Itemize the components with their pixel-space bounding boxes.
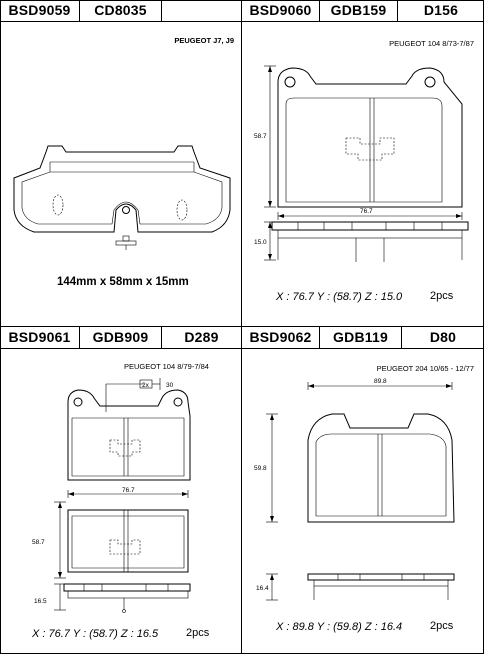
panel-1-vehicle: PEUGEOT J7, J9	[174, 36, 234, 45]
panel-2-code-3: D156	[423, 2, 459, 18]
panel-3-code-2: GDB909	[80, 327, 162, 348]
panel-3-header	[0, 327, 241, 349]
panel-4-pad-drawing	[252, 378, 474, 608]
panel-4-width-label: 89.8	[374, 378, 387, 385]
panel-4-height-label: 59.8	[254, 465, 267, 472]
panel-2-pad-drawing	[252, 62, 474, 267]
panel-4-code-2: GDB119	[320, 327, 402, 348]
panel-2-code-1: BSD9060	[242, 0, 320, 21]
panel-4-header	[242, 327, 484, 349]
panel-3-height-label: 58.7	[32, 539, 45, 546]
panel-2-width-label: 76.7	[360, 208, 373, 215]
panel-3-sensor-qty: 2x	[142, 382, 149, 389]
panel-3-vehicle: PEUGEOT 104 8/79-7/84	[124, 362, 209, 371]
panel-2-vehicle: PEUGEOT 104 8/73-7/87	[389, 39, 474, 48]
panel-3-pad-drawing	[20, 372, 240, 617]
panel-2-height-label: 58.7	[254, 133, 267, 140]
panel-4-dimensions: X : 89.8 Y : (59.8) Z : 16.4	[276, 621, 403, 633]
panel-1-code-2: CD8035	[80, 0, 162, 21]
panel-4-vehicle: PEUGEOT 204 10/65 - 12/77	[376, 364, 474, 373]
panel-4-code-3: D80	[429, 329, 457, 345]
panel-4-quantity: 2pcs	[430, 620, 454, 632]
panel-2-quantity: 2pcs	[430, 290, 454, 302]
panel-2-code-2: GDB159	[320, 0, 398, 21]
panel-3-sensor-length: 30	[166, 382, 174, 389]
panel-2-header	[242, 0, 484, 22]
panel-4-code-1: BSD9062	[242, 327, 320, 348]
panel-4-thickness-label: 16.4	[256, 585, 269, 592]
panel-2-thickness-label: 15.0	[254, 239, 267, 246]
panel-1-code-3	[162, 0, 241, 21]
panel-3-code-3: D289	[184, 329, 219, 345]
panel-1-pad-drawing	[10, 140, 232, 255]
panel-3-quantity: 2pcs	[186, 627, 210, 639]
panel-3-width-label: 76.7	[122, 487, 135, 494]
panel-3-thickness-label: 16.5	[34, 598, 47, 605]
panel-1-header	[0, 0, 241, 22]
panel-1-code-1: BSD9059	[0, 0, 80, 21]
panel-2-dimensions: X : 76.7 Y : (58.7) Z : 15.0	[276, 291, 403, 303]
panel-3-code-1: BSD9061	[0, 327, 80, 348]
panel-3-dimensions: X : 76.7 Y : (58.7) Z : 16.5	[32, 628, 159, 640]
panel-1-size: 144mm x 58mm x 15mm	[57, 276, 189, 288]
